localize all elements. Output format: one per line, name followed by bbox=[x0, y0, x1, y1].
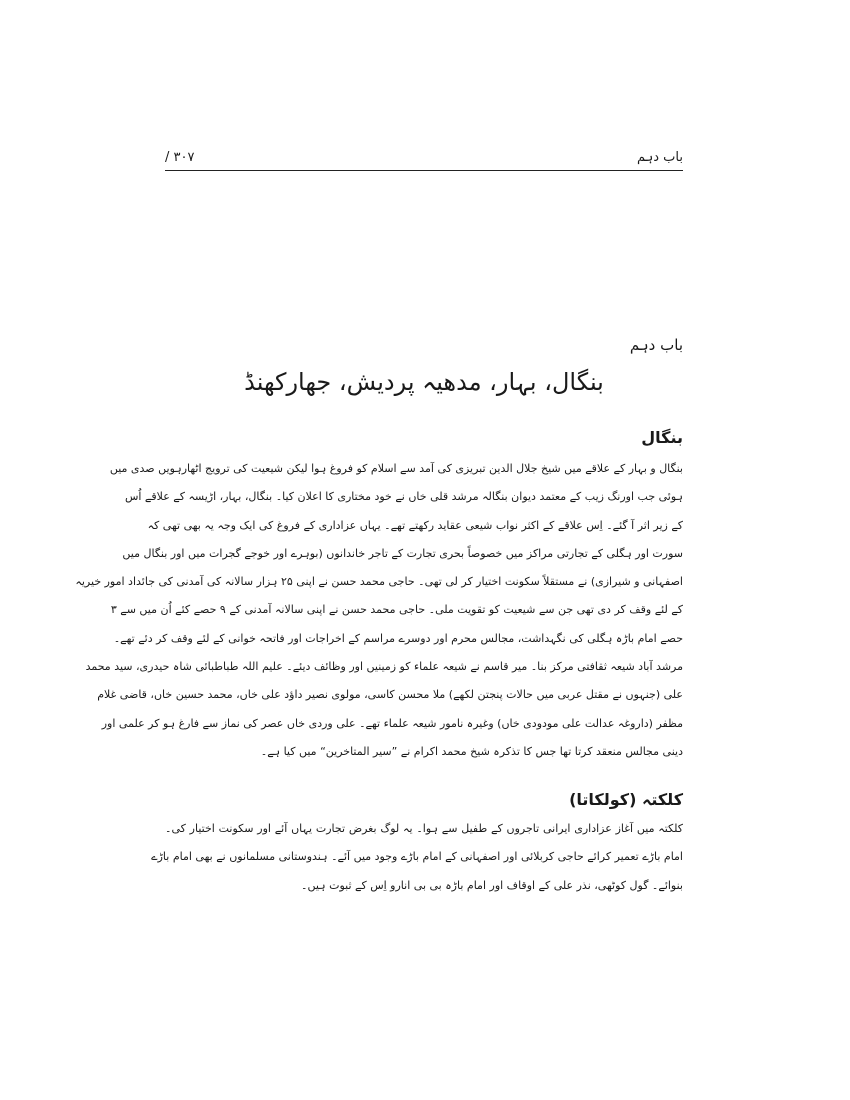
section-heading-bengal: بنگال bbox=[641, 428, 683, 447]
text-line: دینی مجالس منعقد کرتا تھا جس کا تذکرہ شیخ محمد اکرام نے ”سیر المتاخرین“ میں کیا ہے۔ bbox=[260, 744, 683, 758]
text-line: علی (جنہوں نے مقتل عربی میں حالات پنجتن لکھے) ملا محسن کاسی، مولوی نصیر داؤد علی خاں، محمد حسین خاں، قاضی غلام bbox=[97, 688, 683, 702]
running-head-page-number: ۳۰۷ / bbox=[165, 150, 195, 165]
text-line: حصے امام باڑہ ہگلی کی نگہداشت، مجالس محرم اور دوسرے مراسم کے اخراجات اور فاتحہ خوانی کے لئے وقف کر دئے تھے۔ bbox=[113, 631, 683, 645]
text-line: امام باڑے تعمیر کرائے حاجی کربلائی اور اصفہانی کے امام باڑے وجود میں آئے۔ ہندوستانی مسلمانوں نے بھی امام باڑے bbox=[151, 850, 683, 864]
text-line: مظفر (داروغہ عدالت علی مودودی خاں) وغیرہ نامور شیعہ علماء تھے۔ علی وردی خاں عصر کی نماز سے فارغ ہو کر علمی اور bbox=[101, 716, 683, 730]
running-head-chapter-label: باب دہم bbox=[636, 150, 683, 165]
text-line: بنگال و بہار کے علاقے میں شیخ جلال الدین تبریزی کی آمد سے اسلام کو فروغ ہوا لیکن شیعیت کی ترویج اٹھارہویں صدی میں bbox=[109, 462, 683, 475]
header-rule bbox=[165, 170, 683, 171]
text-line: ہوئی جب اورنگ زیب کے معتمد دیوان بنگالہ مرشد قلی خاں نے خود مختاری کا اعلان کیا۔ بنگال، بہار، اڑیسہ کے علاقے اُس bbox=[124, 490, 683, 504]
text-line: بنوائے۔ گول کوٹھی، نذر علی کے اوقاف اور امام باڑہ بی بی انارو اِس کے ثبوت ہیں۔ bbox=[301, 878, 683, 892]
text-line: کے لئے وقف کر دی تھی جن سے شیعیت کو تقویت ملی۔ حاجی محمد حسن نے اپنی سالانہ آمدنی کے ۹ حصے کئے اُن میں سے ۳ bbox=[110, 603, 683, 617]
text-line: مرشد آباد شیعہ ثقافتی مرکز بنا۔ میر قاسم نے شیعہ علماء کو زمینیں اور وظائف دیئے۔ علیم اللہ طباطبائی شاہ حیدری، سید محمد bbox=[85, 660, 683, 674]
paragraph-kolkata bbox=[151, 815, 683, 900]
chapter-title: بنگال، بہار، مدھیہ پردیش، جھارکھنڈ bbox=[244, 368, 604, 396]
text-line: کے زیر اثر آ گئے۔ اِس علاقے کے اکثر نواب شیعی عقاید رکھتے تھے۔ یہاں عزاداری کے فروغ کی ایک وجہ یہ بھی تھی کہ bbox=[147, 518, 683, 532]
chapter-label: باب دہم bbox=[629, 336, 683, 354]
text-line: کلکتہ میں آغاز عزاداری ایرانی تاجروں کے طفیل سے ہوا۔ یہ لوگ بغرض تجارت یہاں آئے اور سکونت اختیار کی۔ bbox=[165, 822, 683, 835]
paragraph-bengal bbox=[75, 455, 683, 766]
text-line: اصفہانی و شیرازی) نے مستقلاً سکونت اختیار کر لی تھی۔ حاجی محمد حسن نے اپنی ۲۵ ہزار سالانہ کی آمدنی کی جائداد امور خیریہ bbox=[75, 575, 683, 589]
text-line: سورت اور ہگلی کے تجارتی مراکز میں خصوصاً بحری تجارت کے تاجر خاندانوں (بوہرے اور خوجے گجرات میں اور بنگال میں bbox=[122, 546, 683, 560]
running-head bbox=[165, 147, 683, 169]
section-heading-kolkata: کلکتہ (کولکاتا) bbox=[569, 790, 683, 809]
